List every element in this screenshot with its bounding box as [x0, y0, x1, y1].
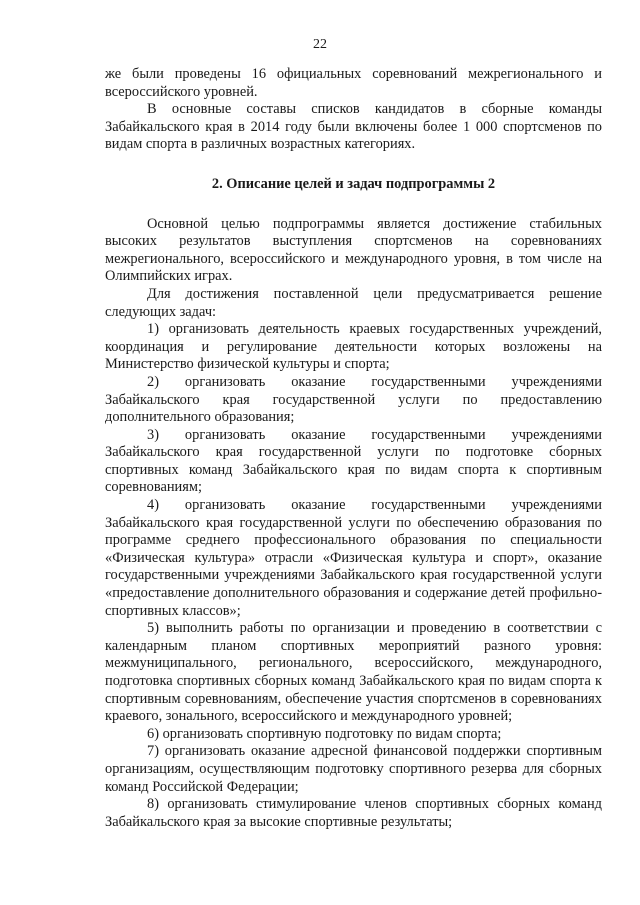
paragraph-candidates: В основные составы списков кандидатов в сборные команды Забайкальского края в 2014 году были включены более 1 000 спортсменов по видам спорта в различных возрастных категориях. [105, 101, 602, 153]
task-item-8: 8) организовать стимулирование членов спортивных сборных команд Забайкальского края за высокие спортивные результаты; [105, 796, 602, 830]
paragraph-continuation: же были проведены 16 официальных соревнований межрегионального и всероссийского уровней. [105, 66, 602, 100]
page-number: 22 [313, 37, 327, 52]
task-item-3: 3) организовать оказание государственными учреждениями Забайкальского края государственной услуги по подготовке сборных спортивных команд Забайкальского края по видам спорта к спортивным соревнованиям; [105, 426, 602, 496]
paragraph-goal: Основной целью подпрограммы является достижение стабильных высоких результатов выступления спортсменов на соревнованиях межрегионального, всероссийского и международного уровня, в том числе на Олимпийских играх. [105, 215, 602, 285]
task-item-5: 5) выполнить работы по организации и проведению в соответствии с календарным планом спортивных мероприятий разного уровня: межмуниципального, регионального, всероссийского, международного, подготовка спортивных сборных команд Забайкальского края по видам спорта к спортивным соревнованиям, обеспечение участия спортсменов в соревнованиях краевого, зонального, всероссийского и международного уровней; [105, 620, 602, 725]
paragraph-tasks-intro: Для достижения поставленной цели предусматривается решение следующих задач: [105, 285, 602, 320]
task-item-4: 4) организовать оказание государственными учреждениями Забайкальского края государственной услуги по обеспечению образования по программе среднего профессионального образования по специальности «Физическая культура» отрасли «Физическая культура и спорт», оказание государственными учреждениями Забайкальского края государственной услуги «предоставление дополнительного образования и содержание детей профильно-спортивных классов»; [105, 497, 602, 619]
task-item-1: 1) организовать деятельность краевых государственных учреждений, координация и регулирование деятельности которых возложены на Министерство физической культуры и спорта; [105, 321, 602, 373]
task-item-6: 6) организовать спортивную подготовку по видам спорта; [147, 725, 502, 742]
task-item-2: 2) организовать оказание государственными учреждениями Забайкальского края государственной услуги по предоставлению дополнительного образования; [105, 373, 602, 426]
section-heading: 2. Описание целей и задач подпрограммы 2 [211, 175, 496, 192]
page-body [105, 66, 602, 831]
task-item-7: 7) организовать оказание адресной финансовой поддержки спортивным организациям, осуществляющим подготовку спортивного резерва для сборных команд Российской Федерации; [105, 743, 602, 795]
